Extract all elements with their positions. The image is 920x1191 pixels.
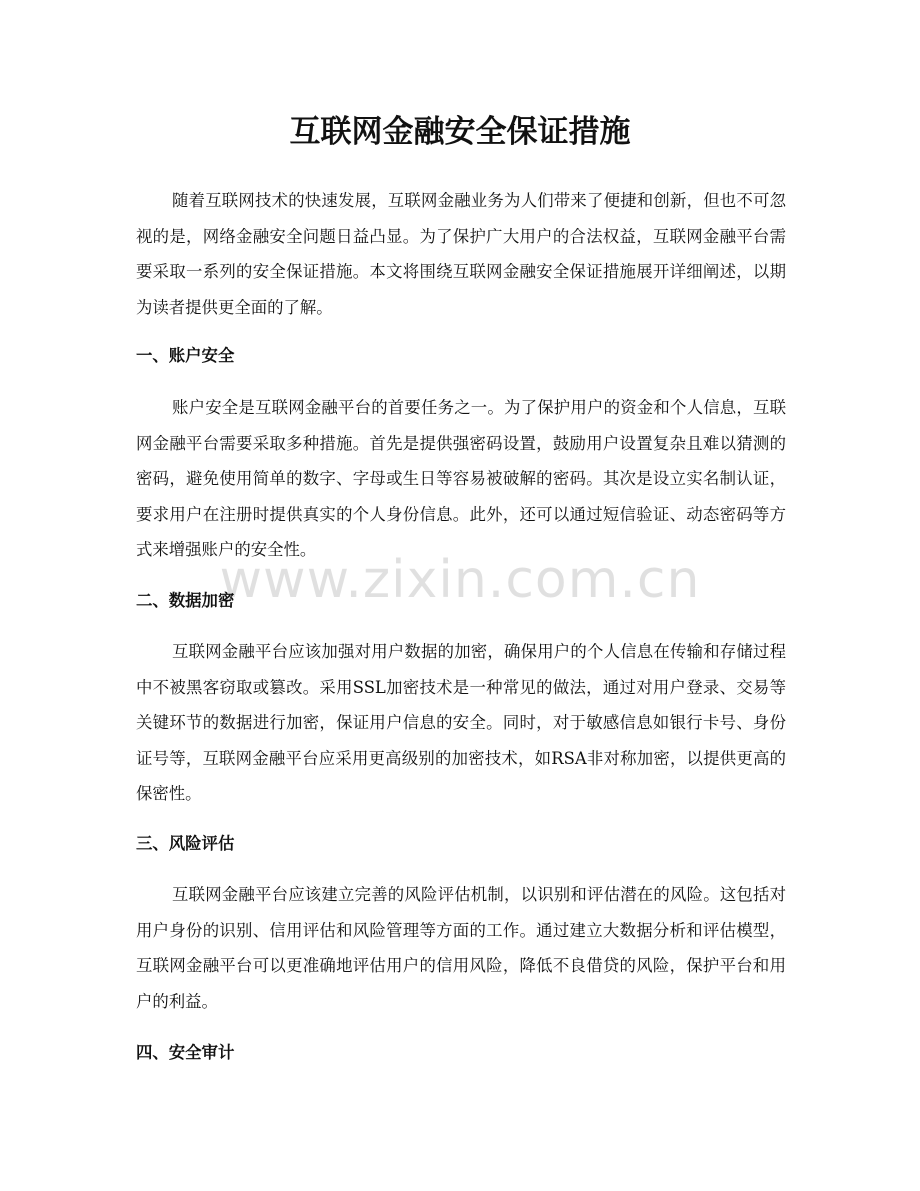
section-body-account-security: 账户安全是互联网金融平台的首要任务之一。为了保护用户的资金和个人信息，互联网金融平台需要采取多种措施。首先是提供强密码设置，鼓励用户设置复杂且难以猜测的密码，避免使用简单的数字、字母或生日等容易被破解的密码。其次是设立实名制认证，要求用户在注册时提供真实的个人身份信息。此外，还可以通过短信验证、动态密码等方式来增强账户的安全性。: [136, 398, 786, 560]
section-heading-security-audit: 四、安全审计: [136, 1043, 235, 1062]
document-title: 互联网金融安全保证措施: [289, 114, 631, 150]
intro-paragraph: 随着互联网技术的快速发展，互联网金融业务为人们带来了便捷和创新，但也不可忽视的是，网络金融安全问题日益凸显。为了保护广大用户的合法权益，互联网金融平台需要采取一系列的安全保证措施。本文将围绕互联网金融安全保证措施展开详细阐述，以期为读者提供更全面的了解。: [136, 191, 786, 317]
section-heading-account-security: 一、账户安全: [136, 346, 235, 365]
section-heading-risk-assessment: 三、风险评估: [136, 834, 235, 853]
section-heading-data-encryption: 二、数据加密: [136, 591, 235, 610]
section-body-risk-assessment: 互联网金融平台应该建立完善的风险评估机制，以识别和评估潜在的风险。这包括对用户身份的识别、信用评估和风险管理等方面的工作。通过建立大数据分析和评估模型，互联网金融平台可以更准确地评估用户的信用风险，降低不良借贷的风险，保护平台和用户的利益。: [136, 885, 786, 1011]
section-body-data-encryption: 互联网金融平台应该加强对用户数据的加密，确保用户的个人信息在传输和存储过程中不被黑客窃取或篡改。采用SSL加密技术是一种常见的做法，通过对用户登录、交易等关键环节的数据进行加密，保证用户信息的安全。同时，对于敏感信息如银行卡号、身份证号等，互联网金融平台应采用更高级别的加密技术，如RSA非对称加密，以提供更高的保密性。: [136, 642, 786, 804]
watermark: www.zixin.com.cn: [219, 550, 701, 610]
